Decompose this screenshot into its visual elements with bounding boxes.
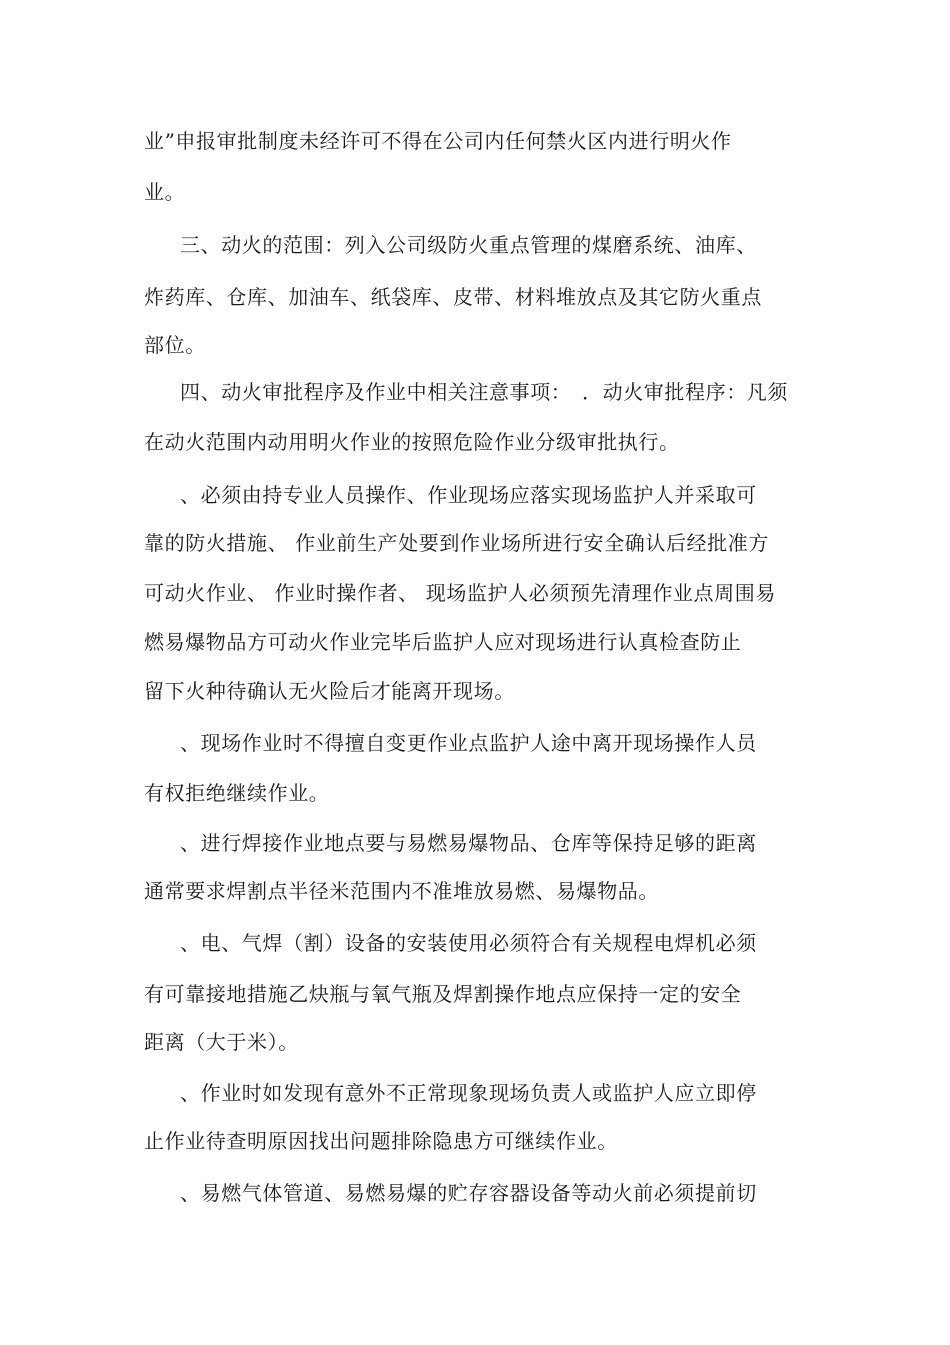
text-line-17: 、电、气焊（割）设备的安装使用必须符合有关规程电焊机必须 [180, 931, 757, 955]
text-line-20: 、作业时如发现有意外不正常现象现场负责人或监护人应立即停 [180, 1081, 757, 1105]
text-line-10: 可动火作业、 作业时操作者、 现场监护人必须预先清理作业点周围易 [144, 581, 776, 605]
text-line-14: 有权拒绝继续作业。 [144, 781, 330, 805]
text-line-19: 距离（大于米）。 [144, 1030, 299, 1054]
text-line-15: 、进行焊接作业地点要与易燃易爆物品、仓库等保持足够的距离 [180, 831, 757, 855]
text-line-2: 业。 [144, 180, 186, 204]
text-line-18: 有可靠接地措施乙炔瓶与氧气瓶及焊割操作地点应保持一定的安全 [144, 982, 742, 1006]
text-line-11: 燃易爆物品方可动火作业完毕后监护人应对现场进行认真检查防止 [144, 630, 742, 654]
text-line-4: 炸药库、仓库、加油车、纸袋库、皮带、材料堆放点及其它防火重点 [144, 285, 762, 309]
text-line-3: 三、动火的范围：列入公司级防火重点管理的煤磨系统、油库、 [180, 233, 757, 257]
text-line-7: 在动火范围内动用明火作业的按照危险作业分级审批执行。 [144, 430, 680, 454]
text-line-16: 通常要求焊割点半径米范围内不准堆放易燃、易爆物品。 [144, 879, 659, 903]
text-line-13: 、现场作业时不得擅自变更作业点监护人途中离开现场操作人员 [180, 731, 757, 755]
text-line-1: 业”申报审批制度未经许可不得在公司内任何禁火区内进行明火作 [144, 129, 732, 153]
text-line-22: 、易燃气体管道、易燃易爆的贮存容器设备等动火前必须提前切 [180, 1181, 757, 1205]
text-line-6: 四、动火审批程序及作业中相关注意事项： ．动火审批程序：凡须 [180, 380, 788, 404]
text-line-5: 部位。 [144, 333, 206, 357]
text-line-8: 、必须由持专业人员操作、作业现场应落实现场监护人并采取可 [180, 483, 757, 507]
text-line-9: 靠的防火措施、 作业前生产处要到作业场所进行安全确认后经批准方 [144, 531, 769, 555]
text-line-12: 留下火种待确认无火险后才能离开现场。 [144, 679, 515, 703]
text-line-21: 止作业待查明原因找出问题排除隐患方可继续作业。 [144, 1129, 618, 1153]
